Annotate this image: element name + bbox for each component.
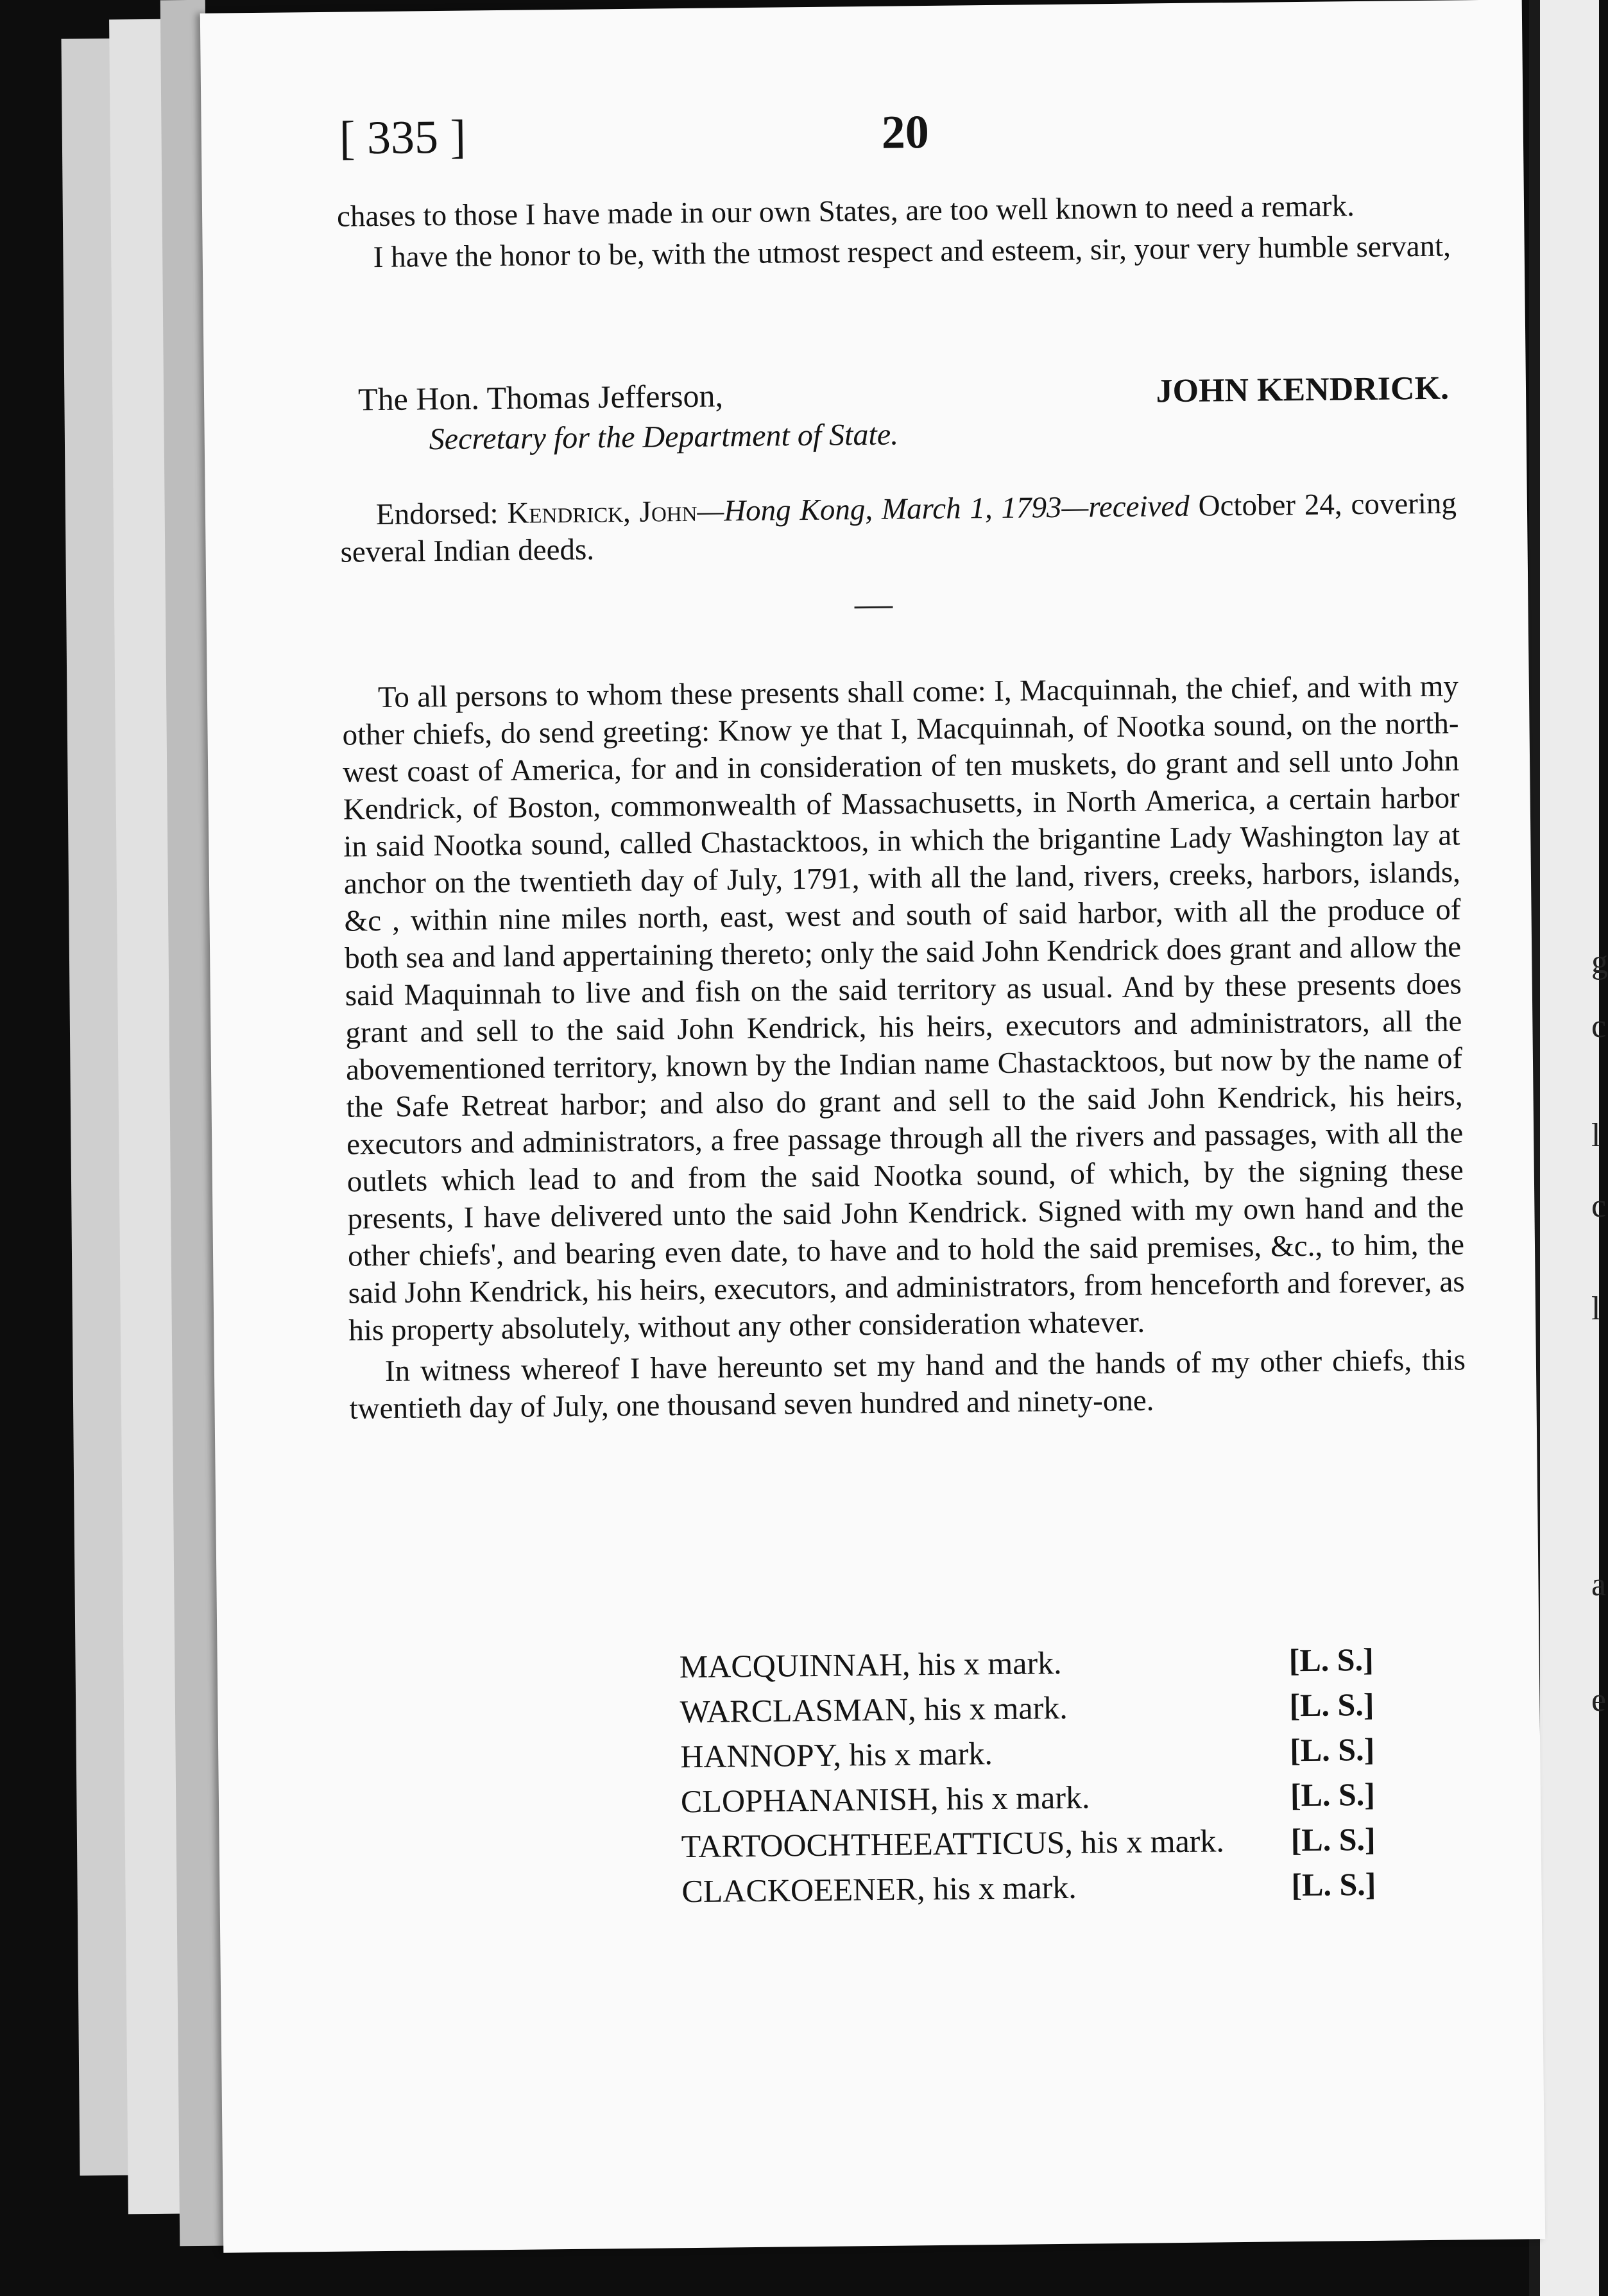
seal-mark: [L. S.] xyxy=(1291,1865,1376,1903)
seal-mark: [L. S.] xyxy=(1288,1641,1374,1679)
signatory-name: HANNOPY, his x mark. xyxy=(680,1735,993,1775)
facing-page-fragment: c xyxy=(1591,1188,1607,1224)
letter-closing xyxy=(337,186,1454,276)
signatory-name: CLACKOEENER, his x mark. xyxy=(681,1869,1077,1910)
deed-paragraph-1: To all persons to whom these presents shall come: I, Macquinnah, the chief, and with my other chiefs, do send greeting: Know ye that I, Macquinnah, of Nootka sound, on the north-west coast of America, for and in consideration of ten muskets, do grant and sell unto John Kendrick, of Boston, commonwealth of Massachusetts, in North America, a certain harbor in said Nootka sound, called Chastacktoos, in which the brigantine Lady Washington lay at anchor on the twentieth day of July, 1791, with all the land, rivers, creeks, harbors, islands, &c , within nine miles north, east, west and south of said harbor, with all the produce of both sea and land appertaining thereto; only the said John Kendrick does grant and allow the said Maquinnah to live and fish on the said territory as usual. And by these presents does grant and sell to the said John Kendrick, his heirs, executors and administrators, all the abovementioned territory, known by the Indian name Chastacktoos, but now by the name of the Safe Retreat harbor; and also do grant and sell to the said John Kendrick, his heirs, executors and administrators, a free passage through all the rivers and passages, with all the outlets which lead to and from the said Nootka sound, of which, by the signing these presents, I have delivered unto the said John Kendrick. Signed with my own hand and the other chiefs', and bearing even date, to have and to hold the said premises, &c., to him, the said John Kendrick, his heirs, executors, and administrators, from henceforth and forever, as his property absolutely, without any other consideration whatever. xyxy=(342,669,1465,1348)
page-content xyxy=(200,0,1545,2253)
endorsement-name: Kendrick, John xyxy=(507,494,697,530)
deed-text xyxy=(342,667,1466,1427)
endorsement xyxy=(340,484,1457,570)
addressee-line-2: Secretary for the Department of State. xyxy=(429,417,899,457)
section-divider xyxy=(855,606,893,609)
facing-page-fragment: e xyxy=(1591,1682,1607,1718)
signatory-row xyxy=(219,1863,1542,1919)
seal-mark: [L. S.] xyxy=(1289,1686,1374,1724)
facing-page-fragment: a xyxy=(1591,1566,1607,1603)
signatory-name: CLOPHANANISH, his x mark. xyxy=(680,1779,1090,1820)
facing-page-fragment: l xyxy=(1591,1290,1601,1327)
signatory-name: MACQUINNAH, his x mark. xyxy=(679,1644,1062,1685)
endorsement-place-date: —Hong Kong, March 1, 1793—received xyxy=(697,489,1190,528)
bracket-page-number: [ 335 ] xyxy=(339,110,466,165)
seal-mark: [L. S.] xyxy=(1290,1821,1376,1858)
facing-page-edge xyxy=(1540,0,1608,2296)
letter-paragraph-1: chases to those I have made in our own States, are too well known to need a remark. xyxy=(336,189,1355,234)
addressee-line-1: The Hon. Thomas Jefferson, xyxy=(357,377,724,418)
seal-mark: [L. S.] xyxy=(1289,1731,1375,1769)
deed-paragraph-2: In witness whereof I have hereunto set my hand and the hands of my other chiefs, this twentieth day of July, one thousand seven hundred and ninety-one. xyxy=(349,1343,1466,1426)
letter-paragraph-2: I have the honor to be, with the utmost respect and esteem, sir, your very humble servant, xyxy=(373,229,1451,275)
facing-page-fragment: c xyxy=(1591,1008,1607,1045)
facing-page-fragment: g xyxy=(1591,944,1608,981)
signature: JOHN KENDRICK. xyxy=(1156,370,1450,410)
seal-mark: [L. S.] xyxy=(1290,1776,1376,1813)
endorsement-rest: October 24, covering several Indian deeds. xyxy=(340,486,1457,569)
endorsement-label: Endorsed: xyxy=(375,497,499,532)
signatory-name: TARTOOCHTHEEATTICUS, his x mark. xyxy=(681,1822,1225,1865)
document-page xyxy=(200,0,1545,2253)
page-number: 20 xyxy=(881,105,930,159)
signatory-name: WARCLASMAN, his x mark. xyxy=(680,1689,1068,1730)
facing-page-fragment: l xyxy=(1591,1117,1601,1154)
